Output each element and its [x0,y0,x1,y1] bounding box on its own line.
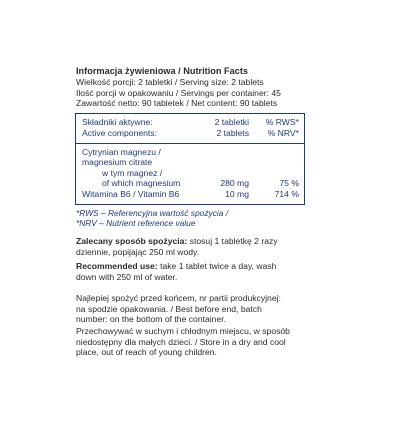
usage-en-text-2: down with 250 ml of water. [76,271,178,282]
usage-pl-label: Zalecany sposób spożycia: [76,236,188,246]
usage-en-label: Recommended use: [76,261,158,271]
mg-citrate-pl: Cytrynian magnezu / [82,147,161,157]
header-pct-en: % NRV* [267,128,299,138]
header-pct-pl: % RWS* [265,117,299,127]
nutrition-title: Informacja żywieniowa / Nutrition Facts [76,66,249,76]
header-label-pl: Składniki aktywne: [82,117,153,127]
usage-en-text-1: take 1 tablet twice a day, wash [160,261,277,271]
usage-en [76,261,304,282]
storage-line-2: niedostępny dla małych dzieci. / Store in a dry and cool [76,336,286,347]
mg-pct: 75 % [279,178,299,188]
of-which-en: of which magnesium [102,178,181,188]
storage-line-1: Przechowywać w suchym i chłodnym miejscu, w sposób [76,326,290,336]
serving-size: Wielkość porcji: 2 tabletki / Serving size: 2 tablets [76,77,264,87]
of-which-pl: w tym magnez / [102,168,163,178]
header-amount-en: 2 tablets [216,128,249,138]
usage-pl-text-2: dziennie, popijając 250 ml wody. [76,246,200,257]
header-amount-pl: 2 tabletki [214,117,249,127]
best-before-line-1: Najlepiej spożyć przed końcem, nr partii produkcyjnej: [76,293,281,303]
b6-pct: 714 % [274,189,299,199]
mg-citrate-en: magnesium citrate [82,157,153,167]
best-before-line-2: na spodzie opakowania. / Best before end, batch [76,303,262,314]
mg-amount: 280 mg [220,178,249,188]
footnotes [76,208,304,229]
best-before [76,293,304,325]
table-header [76,114,304,144]
servings-per-container: Ilość porcji w opakowaniu / Servings per container: 45 [76,87,281,98]
b6-amount: 10 mg [225,189,249,199]
best-before-line-3: number: on the bottom of the container. [76,314,227,325]
storage [76,326,304,358]
storage-line-3: place, out of reach of young children. [76,347,217,358]
nutrition-table [75,113,305,205]
header-label-en: Active components: [82,128,157,138]
b6-label: Witamina B6 / Vitamin B6 [82,189,180,199]
rws-note: *RWS – Referencyjna wartość spożycia / [76,208,229,218]
serving-info [76,77,304,109]
usage-pl-text-1: stosuj 1 tabletkę 2 razy [189,236,278,246]
nrv-note: *NRV – Nutrient reference value [76,218,196,229]
net-content: Zawartość netto: 90 tabletek / Net content: 90 tablets [76,98,278,109]
usage-pl [76,236,304,257]
